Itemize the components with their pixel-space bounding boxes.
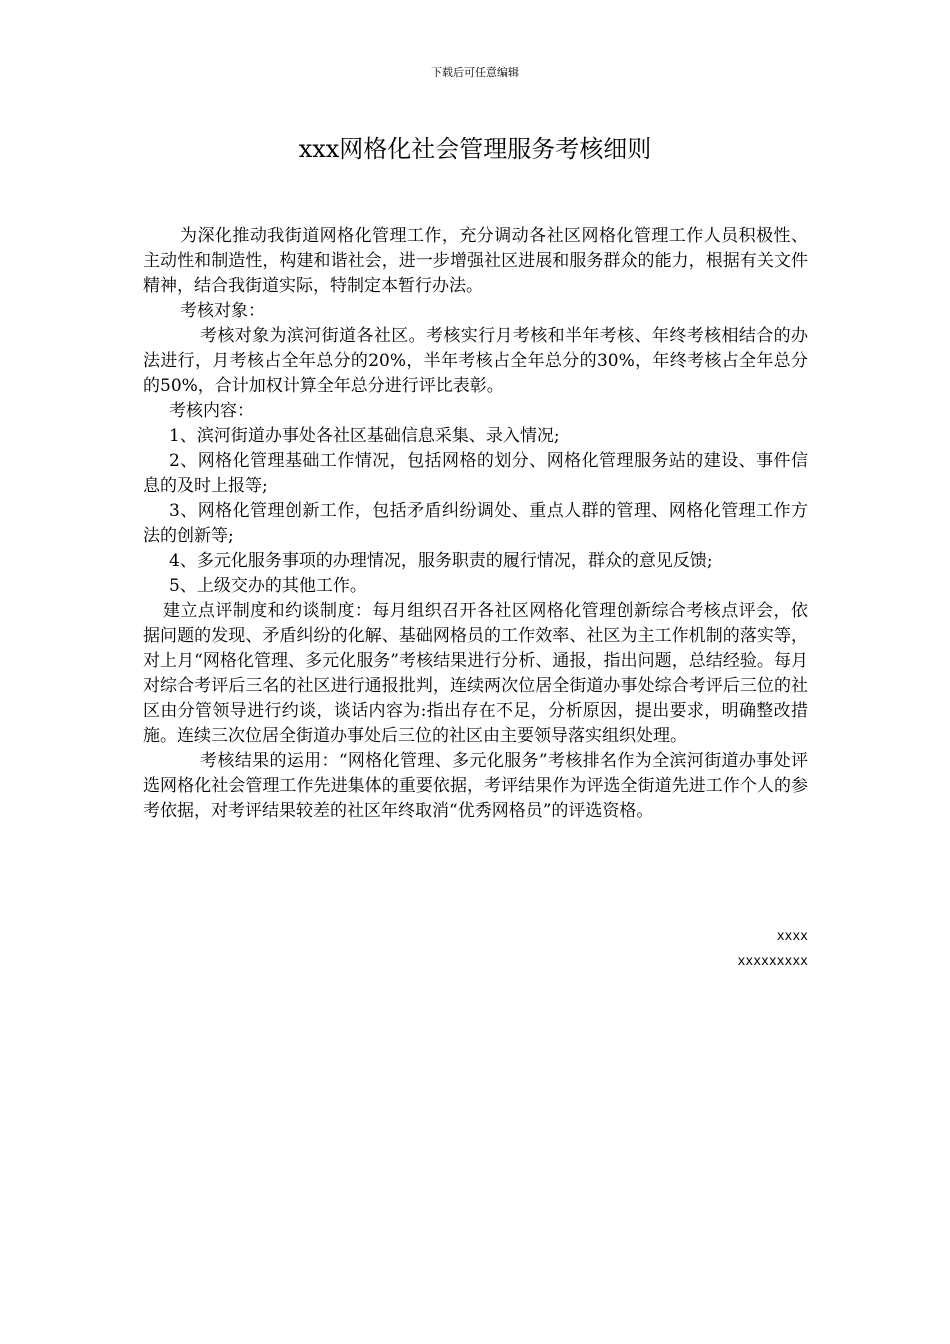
signature-date: xxxxxxxxx — [737, 954, 808, 969]
content-item-4: 4、多元化服务事项的办理情况，服务职责的履行情况，群众的意见反馈; — [169, 551, 713, 571]
section-heading-assessment-target: 考核对象： — [180, 301, 265, 321]
intro-paragraph: 为深化推动我街道网格化管理工作，充分调动各社区网格化管理工作人员积极性、主动性和制造性，构建和谐社会，进一步增强社区进展和服务群众的能力，根据有关文件精神，结合我街道实际，特制定本暂行办法。 — [143, 226, 808, 296]
content-item-1: 1、滨河街道办事处各社区基础信息采集、录入情况; — [169, 426, 560, 446]
content-item-5: 5、上级交办的其他工作。 — [169, 576, 367, 596]
signature-block — [600, 924, 808, 974]
content-item-2: 2、网格化管理基础工作情况，包括网格的划分、网格化管理服务站的建设、事件信息的及时上报等; — [143, 451, 808, 496]
document-body — [143, 224, 808, 824]
section-heading-assessment-content: 考核内容： — [169, 401, 254, 421]
results-usage-paragraph: 考核结果的运用：“网格化管理、多元化服务”考核排名作为全滨河街道办事处评选网格化社会管理工作先进集体的重要依据，考评结果作为评选全街道先进工作个人的参考依据，对考评结果较差的社区年终取消“优秀网格员”的评选资格。 — [143, 751, 808, 821]
header-note: 下载后可任意编辑 — [431, 66, 519, 79]
review-system-paragraph: 建立点评制度和约谈制度：每月组织召开各社区网格化管理创新综合考核点评会，依据问题的发现、矛盾纠纷的化解、基础网格员的工作效率、社区为主工作机制的落实等，对上月“网格化管理、多元化服务”考核结果进行分析、通报，指出问题，总结经验。每月对综合考评后三名的社区进行通报批判，连续两次位居全街道办事处综合考评后三位的社区由分管领导进行约谈，谈话内容为:指出存在不足，分析原因，提出要求，明确整改措施。连续三次位居全街道办事处后三位的社区由主要领导落实组织处理。 — [143, 601, 808, 746]
document-title: xxx网格化社会管理服务考核细则 — [298, 135, 652, 163]
signature-organization: xxxx — [776, 929, 808, 944]
content-item-3: 3、网格化管理创新工作，包括矛盾纠纷调处、重点人群的管理、网格化管理工作方法的创新等; — [143, 501, 808, 546]
assessment-target-paragraph: 考核对象为滨河街道各社区。考核实行月考核和半年考核、年终考核相结合的办法进行，月考核占全年总分的20%，半年考核占全年总分的30%，年终考核占全年总分的50%，合计加权计算全年总分进行评比表彰。 — [143, 326, 808, 396]
